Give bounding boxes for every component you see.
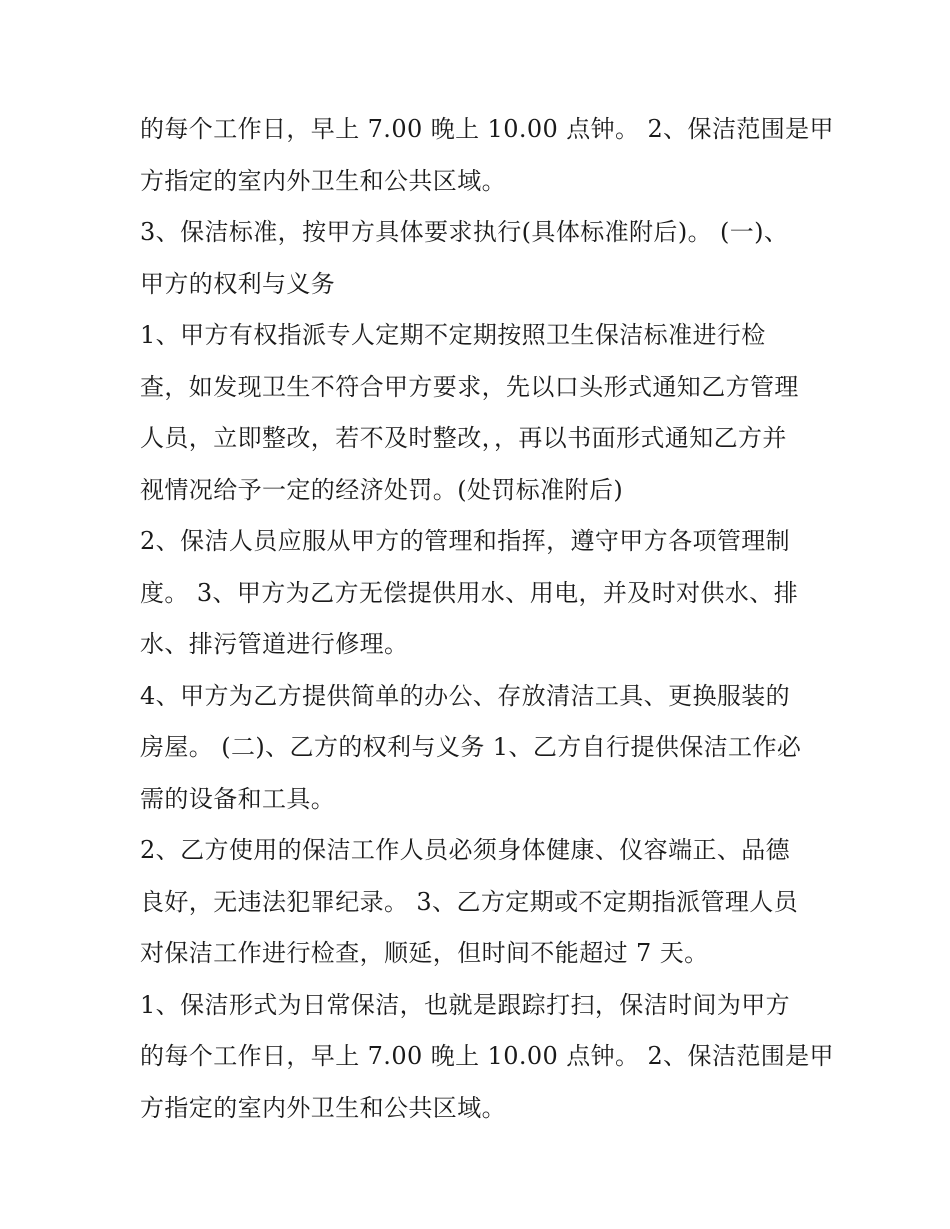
- text-line: 度。 3、甲方为乙方无偿提供用水、用电，并及时对供水、排: [140, 578, 799, 607]
- text-line: 水、排污管道进行修理。: [140, 630, 409, 658]
- text-line: 的每个工作日，早上 7.00 晚上 10.00 点钟。 2、保洁范围是甲: [140, 115, 834, 143]
- text-line: 对保洁工作进行检查，顺延，但时间不能超过 7 天。: [140, 939, 709, 967]
- text-line: 2、乙方使用的保洁工作人员必须身体健康、仪容端正、品德: [140, 836, 791, 864]
- text-line: 4、甲方为乙方提供简单的办公、存放清洁工具、更换服装的: [140, 681, 791, 710]
- text-line: 人员，立即整改，若不及时整改，，再以书面形式通知乙方并: [140, 424, 787, 452]
- text-line: 甲方的权利与义务: [140, 269, 336, 298]
- text-line: 方指定的室内外卫生和公共区域。: [140, 166, 506, 195]
- text-line: 3、保洁标准，按甲方具体要求执行(具体标准附后)。 (一)、: [140, 218, 789, 246]
- document-body: [140, 104, 834, 1134]
- text-line: 方指定的室内外卫生和公共区域。: [140, 1093, 506, 1122]
- text-line: 1、甲方有权指派专人定期不定期按照卫生保洁标准进行检: [140, 321, 766, 349]
- text-line: 2、保洁人员应服从甲方的管理和指挥，遵守甲方各项管理制: [140, 527, 791, 555]
- text-line: 良好，无违法犯罪纪录。 3、乙方定期或不定期指派管理人员: [140, 887, 799, 916]
- text-line: 查，如发现卫生不符合甲方要求，先以口头形式通知乙方管理: [140, 372, 799, 401]
- text-line: 房屋。 (二)、乙方的权利与义务 1、乙方自行提供保洁工作必: [140, 733, 802, 761]
- text-line: 1、保洁形式为日常保洁，也就是跟踪打扫，保洁时间为甲方: [140, 990, 791, 1019]
- text-line: 需的设备和工具。: [140, 784, 336, 813]
- text-line: 的每个工作日，早上 7.00 晚上 10.00 点钟。 2、保洁范围是甲: [140, 1042, 834, 1070]
- text-line: 视情况给予一定的经济处罚。(处罚标准附后): [140, 475, 624, 504]
